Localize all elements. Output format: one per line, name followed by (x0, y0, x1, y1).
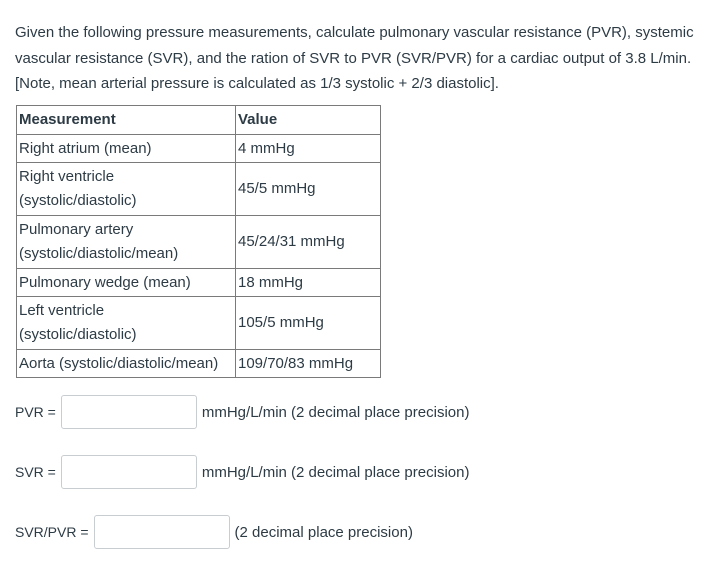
table-row (17, 216, 381, 269)
measurement-cell (17, 135, 236, 163)
svr-unit: mmHg/L/min (2 decimal place precision) (201, 463, 470, 481)
measurement-label: Left ventricle (19, 302, 105, 319)
measurement-sublabel: (systolic/diastolic) (19, 192, 137, 209)
pvr-answer-row (15, 395, 469, 429)
measurement-cell (17, 350, 236, 378)
pvr-input[interactable] (61, 395, 197, 429)
measurement-sublabel: (systolic/diastolic) (19, 326, 137, 343)
table-row (17, 135, 381, 163)
svr-label: SVR = (15, 464, 56, 480)
column-header-value: Value (236, 106, 381, 135)
value-cell: 18 mmHg (236, 269, 381, 297)
pvr-unit: mmHg/L/min (2 decimal place precision) (201, 403, 470, 421)
column-header-measurement: Measurement (17, 106, 236, 135)
table-row (17, 269, 381, 297)
table-row (17, 297, 381, 350)
measurement-label: Right ventricle (19, 168, 115, 185)
ratio-answer-row (15, 515, 413, 549)
svr-answer-row (15, 455, 469, 489)
table-row (17, 163, 381, 216)
measurement-label: Pulmonary wedge (mean) (19, 273, 191, 291)
pvr-label: PVR = (15, 404, 56, 420)
value-cell: 4 mmHg (236, 135, 381, 163)
svr-input[interactable] (61, 455, 197, 489)
measurement-label: Pulmonary artery (19, 221, 134, 238)
value-cell: 45/24/31 mmHg (236, 216, 381, 269)
measurement-table (16, 105, 381, 378)
ratio-label: SVR/PVR = (15, 524, 89, 540)
measurement-label: Aorta (systolic/diastolic/mean) (19, 354, 219, 372)
ratio-unit: (2 decimal place precision) (234, 523, 413, 541)
measurement-cell (17, 297, 236, 350)
value-cell: 109/70/83 mmHg (236, 350, 381, 378)
measurement-cell (17, 269, 236, 297)
question-text: Given the following pressure measurements, calculate pulmonary vascular resistance (PVR), systemic vascular resistance (SVR), and the ration of SVR to PVR (SVR/PVR) for a cardiac output of 3.8 L/min. [Note, mean arterial pressure is calculated as 1/3 systolic + 2/3 diastolic]. (15, 24, 694, 92)
value-cell: 105/5 mmHg (236, 297, 381, 350)
table-row (17, 350, 381, 378)
value-cell: 45/5 mmHg (236, 163, 381, 216)
measurement-sublabel: (systolic/diastolic/mean) (19, 245, 179, 262)
table-header-row (17, 106, 381, 135)
measurement-cell (17, 163, 236, 216)
measurement-cell (17, 216, 236, 269)
ratio-input[interactable] (94, 515, 230, 549)
measurement-label: Right atrium (mean) (19, 139, 152, 157)
